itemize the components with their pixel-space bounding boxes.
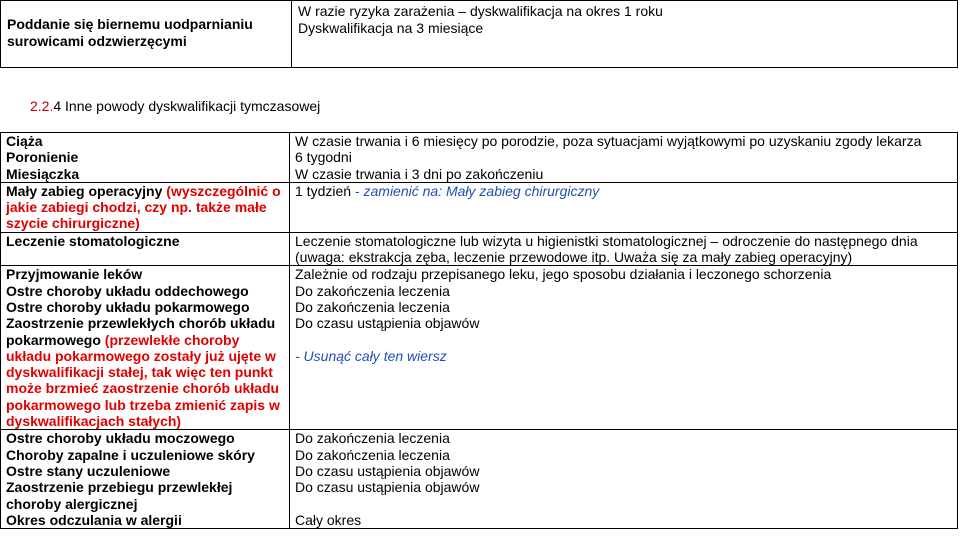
row1-right-2: 6 tygodni	[295, 149, 352, 166]
row2-left	[1, 182, 290, 232]
section-number-red: 2.2.	[30, 98, 54, 114]
row4-left-4: Zaostrzenie przewlekłych chorób układu pokarmowego	[6, 315, 276, 348]
top-table	[0, 0, 958, 68]
row1-right-1: W czasie trwania i 6 miesięcy po porodzie, poza sytuacjami wyjątkowymi po uzyskaniu zgody lekarza	[295, 133, 922, 149]
row2-left-black: Mały zabieg operacyjny	[6, 182, 167, 199]
row1-left	[1, 133, 290, 183]
row4-right-blue: - Usunąć cały ten wiersz	[295, 347, 447, 364]
table-row	[1, 182, 958, 232]
row4-left-1: Przyjmowanie leków	[6, 266, 143, 283]
row1-right-3: W czasie trwania i 3 dni po zakończeniu	[295, 165, 544, 182]
row5-right-2: Do zakończenia leczenia	[295, 446, 450, 463]
row4-left-red: (przewlekłe choroby układu pokarmowego zostały już ujęte w dyskwalifikacji stałej, tak więc ten punkt może brzmieć zaostrzenie chorób układu pokarmowego lub trzeba zmienić zapis w dyskwalifikacjach stałych)	[6, 331, 280, 430]
row5-right-1: Do zakończenia leczenia	[295, 430, 450, 447]
row4-left-3: Ostre choroby układu pokarmowego	[6, 298, 250, 315]
row5-right-4: Do czasu ustąpienia objawów	[295, 479, 480, 496]
section-title	[30, 98, 320, 115]
row5-right-3: Do czasu ustąpienia objawów	[295, 462, 480, 479]
row5-right-spacer	[295, 496, 952, 512]
row4-right	[290, 266, 958, 430]
section-title-text: 4 Inne powody dyskwalifikacji tymczasowej	[53, 98, 321, 114]
row4-right-2: Do zakończenia leczenia	[295, 282, 450, 299]
row1-left-3: Miesiączka	[6, 165, 80, 182]
top-right-cell	[292, 1, 958, 68]
row5-right-6: Cały okres	[295, 511, 362, 528]
table-row	[1, 232, 958, 266]
row2-right-black: 1 tydzień	[295, 182, 355, 199]
main-table	[0, 132, 958, 529]
row3-right: Leczenie stomatologiczne lub wizyta u higienistki stomatologicznej – odroczenie do następnego dnia (uwaga: ekstrakcja zęba, leczenie przewodowe itp. Uważa się za mały zabieg operacyjny)	[290, 232, 958, 266]
row2-left-red: (wyszczególnić o jakie zabiegi chodzi, czy np. także małe szycie chirurgiczne)	[6, 182, 281, 232]
row5-left-5: Okres odczulania w alergii	[6, 511, 182, 528]
row5-left-2: Choroby zapalne i uczuleniowe skóry	[6, 446, 255, 463]
row5-left-3: Ostre stany uczuleniowe	[6, 462, 171, 479]
row4-right-4: Do czasu ustąpienia objawów	[295, 315, 480, 332]
top-left-cell: Poddanie się biernemu uodparnianiu surowicami odzwierzęcymi	[1, 1, 292, 68]
row1-left-2: Poronienie	[6, 149, 79, 166]
row1-right	[290, 133, 958, 183]
table-row	[1, 133, 958, 183]
table-row	[1, 266, 958, 430]
row2-right-dash: -	[354, 182, 364, 199]
row1-left-1: Ciąża	[6, 133, 43, 149]
top-right-line1: W razie ryzyka zarażenia – dyskwalifikacja na okres 1 roku	[298, 3, 663, 19]
table-row	[1, 430, 958, 529]
row5-right	[290, 430, 958, 529]
row4-right-spacer	[295, 332, 952, 348]
row2-right-blue: zamienić na: Mały zabieg chirurgiczny	[363, 182, 600, 199]
row5-left-1: Ostre choroby układu moczowego	[6, 430, 235, 447]
row4-left-2: Ostre choroby układu oddechowego	[6, 282, 249, 299]
row4-left	[1, 266, 290, 430]
row5-left-4: Zaostrzenie przebiegu przewlekłej choroby alergicznej	[6, 479, 233, 512]
top-right-line2: Dyskwalifikacja na 3 miesiące	[298, 20, 484, 36]
row4-right-1: Zależnie od rodzaju przepisanego leku, jego sposobu działania i leczonego schorzenia	[295, 266, 832, 283]
row2-right	[290, 182, 958, 232]
row4-right-3: Do zakończenia leczenia	[295, 298, 450, 315]
row5-left	[1, 430, 290, 529]
row3-left: Leczenie stomatologiczne	[1, 232, 290, 266]
